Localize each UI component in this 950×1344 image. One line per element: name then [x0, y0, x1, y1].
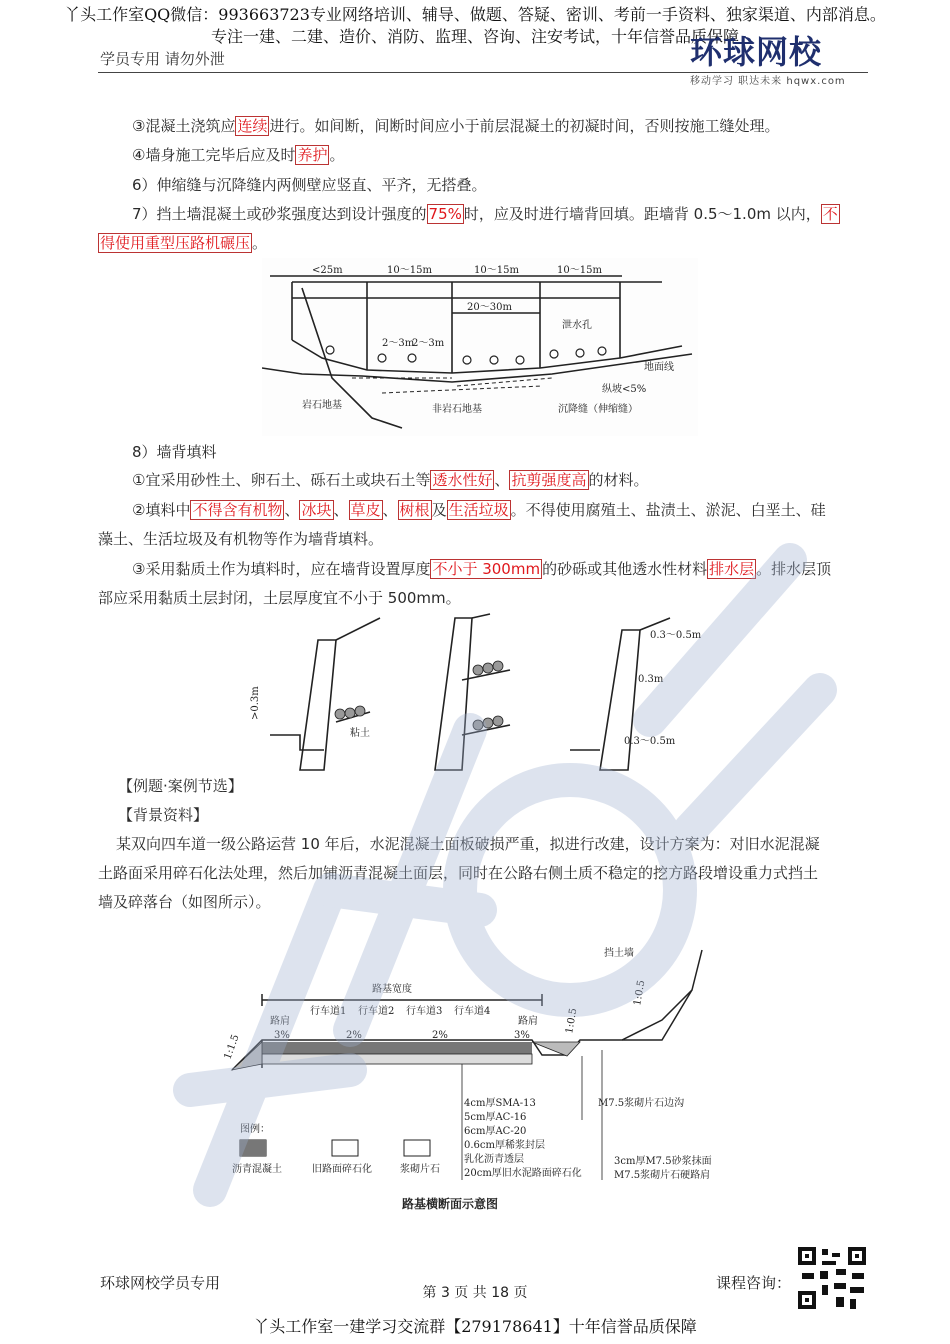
highlight: 抗剪强度高 [511, 471, 587, 489]
fig3-legend-title: 图例： [240, 1124, 270, 1135]
fig3-slope-2: 2% [346, 1030, 362, 1041]
para-7: 7）挡土墙混凝土或砂浆强度达到设计强度的 75% 时，应及时进行墙背回填。距墙背 0.5～1.0m 以内， 不 得使用重型压路机碾压 。 [100, 205, 838, 252]
para-4: ④墙身施工完毕后应及时 养护 。 [132, 146, 345, 164]
fig2-label-a2: 粘土 [350, 728, 370, 739]
fig1-label-grade: 纵坡<5% [602, 384, 647, 395]
logo-subtitle: 移动学习 职达未来 hqwx.com [690, 76, 846, 87]
fig3-shoulder-right: 路肩 [518, 1016, 538, 1027]
fig1-label-step1: 2～3m [382, 338, 415, 349]
para-3: ③混凝土浇筑应 连续 进行。如间断，间断时间应小于前层混凝土的初凝时间，否则按施工缝处理。 [132, 117, 780, 135]
logo-text: 环球网校 [690, 33, 823, 71]
fig3-right-2: M7.5浆砌片石硬路肩 [614, 1170, 711, 1181]
figure-cross-section [222, 930, 742, 1220]
highlight: 生活垃圾 [448, 501, 509, 519]
top-banner-line2: 专注一建、二建、造价、消防、监理、咨询、注安考试，十年信誉品质保障 [210, 27, 739, 46]
fig3-caption: 路基横断面示意图 [402, 1197, 499, 1211]
fig3-mat-5: 乳化沥青透层 [464, 1154, 524, 1165]
fig3-ditch-label: M7.5浆砌片石边沟 [598, 1098, 685, 1109]
fig3-slope-right: 1:0.5 [564, 1007, 580, 1035]
fig1-top-3: 10～15m [474, 265, 519, 276]
logo [690, 34, 870, 92]
fig1-top-1: <25m [312, 265, 343, 276]
footer-consult: 课程咨询： [716, 1274, 792, 1292]
fig3-slope-4: 3% [514, 1030, 530, 1041]
fig3-shoulder-left: 路肩 [270, 1016, 290, 1027]
fig3-lane-3: 行车道3 [406, 1006, 443, 1017]
fig3-lane-2: 行车道2 [358, 1006, 395, 1017]
highlight: 不得含有机物 [192, 501, 283, 519]
para-6: 6）伸缩缝与沉降缝内两侧壁应竖直、平齐，无搭叠。 [132, 176, 487, 194]
fig3-legend-3: 浆砌片石 [400, 1164, 440, 1175]
highlight: 不小于 300mm [432, 560, 541, 578]
fig1-label-joint: 沉降缝（伸缩缝） [558, 404, 638, 415]
highlight: 不 [822, 205, 838, 223]
fig3-legend-2: 旧路面碎石化 [312, 1164, 372, 1175]
fig1-label-step2: 2～3m [412, 338, 445, 349]
qr-code[interactable] [796, 1245, 868, 1311]
highlight: 草皮 [350, 501, 381, 519]
para-8-3: ③采用黏质土作为填料时，应在墙背设置厚度 不小于 300mm 的砂砾或其他透水性材料 排水层 。排水层顶 部应采用黏质土层封闭，土层厚度宜不小于 500mm。 [98, 560, 832, 607]
fig1-label-ground: 地面线 [644, 362, 674, 373]
fig2-label-a1: >0.3m [250, 686, 261, 720]
fig3-mat-6: 20cm厚旧水泥路面碎石化 [464, 1168, 582, 1179]
fig1-label-rock: 岩石地基 [302, 400, 342, 411]
highlight: 冰块 [301, 501, 332, 519]
fig3-mat-2: 5cm厚AC-16 [464, 1112, 527, 1123]
bottom-banner: 丫头工作室一建学习交流群【279178641】十年信誉品质保障 [253, 1317, 697, 1336]
fig3-lane-1: 行车道1 [310, 1006, 347, 1017]
page-number: 第 3 页 共 18 页 [422, 1285, 528, 1301]
fig3-slope-left: 1:1.5 [222, 1033, 242, 1062]
highlight: 养护 [297, 146, 328, 164]
fig2-label-b3: 0.3～0.5m [624, 736, 676, 747]
figure-backfill [240, 610, 716, 776]
fig3-slope-wall: 1:0.5 [632, 979, 648, 1007]
fig3-wall-label: 挡土墙 [604, 948, 634, 959]
fig3-lane-4: 行车道4 [454, 1006, 491, 1017]
highlight: 75% [428, 205, 462, 223]
fig3-right-1: 3cm厚M7.5砂浆抹面 [614, 1156, 712, 1167]
para-8-1: ①宜采用砂性土、卵石土、砾石土或块石土等 透水性好 、 抗剪强度高 的材料。 [132, 471, 649, 489]
para-8-2: ②填料中 不得含有机物 、 冰块 、 草皮 、 树根 及 生活垃圾 。不得使用腐殖土、盐渍土、淤泥、白垩土、硅 藻土、生活垃圾及有机物等作为墙背填料。 [98, 501, 826, 548]
header-rule [98, 72, 868, 73]
top-banner-line1: 丫头工作室QQ微信：993663723专业网络培训、辅导、做题、答疑、密训、考前一手资料、独家渠道、内部消息。 [64, 5, 886, 24]
fig1-top-4: 10～15m [557, 265, 602, 276]
highlight: 连续 [237, 117, 268, 135]
fig3-mat-1: 4cm厚SMA-13 [464, 1098, 536, 1109]
fig2-label-b1: 0.3～0.5m [650, 630, 702, 641]
fig1-label-drain: 泄水孔 [562, 320, 592, 331]
fig3-mat-3: 6cm厚AC-20 [464, 1126, 527, 1137]
fig1-label-length: 20～30m [467, 302, 512, 313]
highlight: 树根 [399, 501, 430, 519]
fig1-top-2: 10～15m [387, 265, 432, 276]
background-heading: 【背景资料】 [118, 806, 209, 824]
fig3-slope-1: 3% [274, 1030, 290, 1041]
highlight: 排水层 [709, 560, 755, 578]
example-heading: 【例题·案例节选】 [118, 777, 243, 795]
footer-left: 环球网校学员专用 [100, 1274, 221, 1292]
para-8: 8）墙背填料 [132, 443, 217, 461]
highlight: 得使用重型压路机碾压 [100, 234, 251, 252]
fig3-slope-3: 2% [432, 1030, 448, 1041]
fig1-label-soil: 非岩石地基 [432, 404, 482, 415]
fig2-label-b2: 0.3m [638, 674, 664, 685]
header-note: 学员专用 请勿外泄 [100, 50, 225, 68]
fig3-width-label: 路基宽度 [372, 984, 412, 995]
fig3-mat-4: 0.6cm厚稀浆封层 [464, 1140, 545, 1151]
fig3-legend-1: 沥青混凝土 [232, 1164, 282, 1175]
background-text: 某双向四车道一级公路运营 10 年后，水泥混凝土面板破损严重，拟进行改建，设计方案为：对旧水泥混凝 土路面采用碎石化法处理，然后加铺沥青混凝土面层，同时在公路右侧土质不稳定的挖方路段增设重力式挡土 墙及碎落台（如图所示）。 [98, 835, 820, 911]
highlight: 透水性好 [432, 471, 493, 489]
figure-wall-elevation [262, 258, 698, 436]
